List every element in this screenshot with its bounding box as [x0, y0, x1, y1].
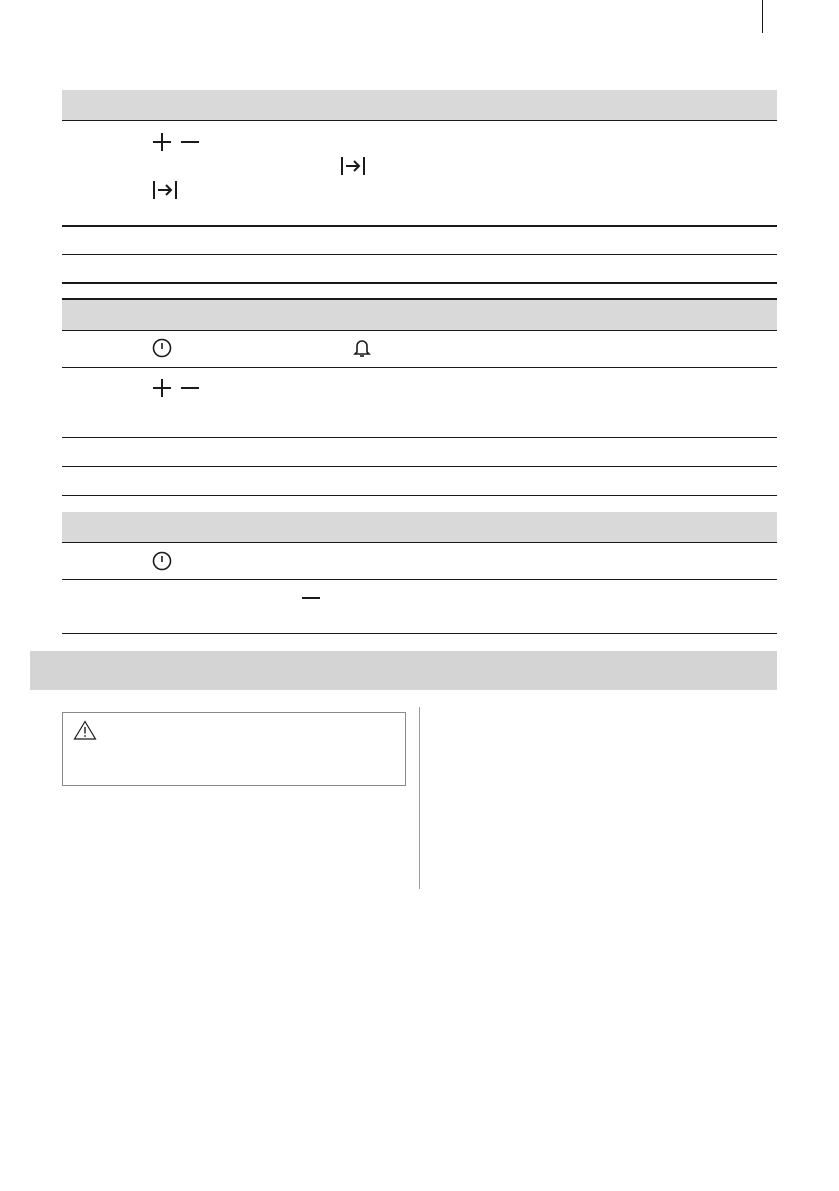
- bell-icon: [353, 338, 371, 358]
- table1-row-rule: [62, 225, 777, 227]
- arrow-to-bar-icon: [152, 180, 178, 200]
- table2-header: [62, 300, 777, 330]
- warning-box: [62, 712, 406, 786]
- table2-row-rule: [62, 437, 777, 438]
- table2-header-rule: [62, 330, 777, 331]
- column-divider: [419, 707, 420, 889]
- minus-icon: [180, 378, 200, 398]
- table1-header-rule: [62, 120, 777, 121]
- table3-row-rule: [62, 579, 777, 580]
- minus-icon: [301, 588, 321, 608]
- plus-icon: [152, 132, 172, 152]
- clock-icon: [152, 338, 172, 358]
- table3-bottom-rule: [62, 633, 777, 634]
- table2-bottom-rule: [62, 495, 777, 496]
- table1-row-rule: [62, 254, 777, 255]
- warning-triangle-icon: [73, 720, 97, 740]
- section-heading-band: [30, 651, 777, 690]
- table2-row-rule: [62, 367, 777, 368]
- arrow-to-bar-icon: [340, 156, 366, 176]
- minus-icon: [180, 132, 200, 152]
- table2-row-rule: [62, 466, 777, 467]
- table3-header-rule: [62, 542, 777, 543]
- table1-bottom-rule: [62, 282, 777, 284]
- plus-icon: [152, 378, 172, 398]
- table1-header: [62, 90, 777, 120]
- table3-header: [62, 512, 777, 542]
- crop-mark: [762, 0, 763, 33]
- clock-icon: [152, 551, 172, 571]
